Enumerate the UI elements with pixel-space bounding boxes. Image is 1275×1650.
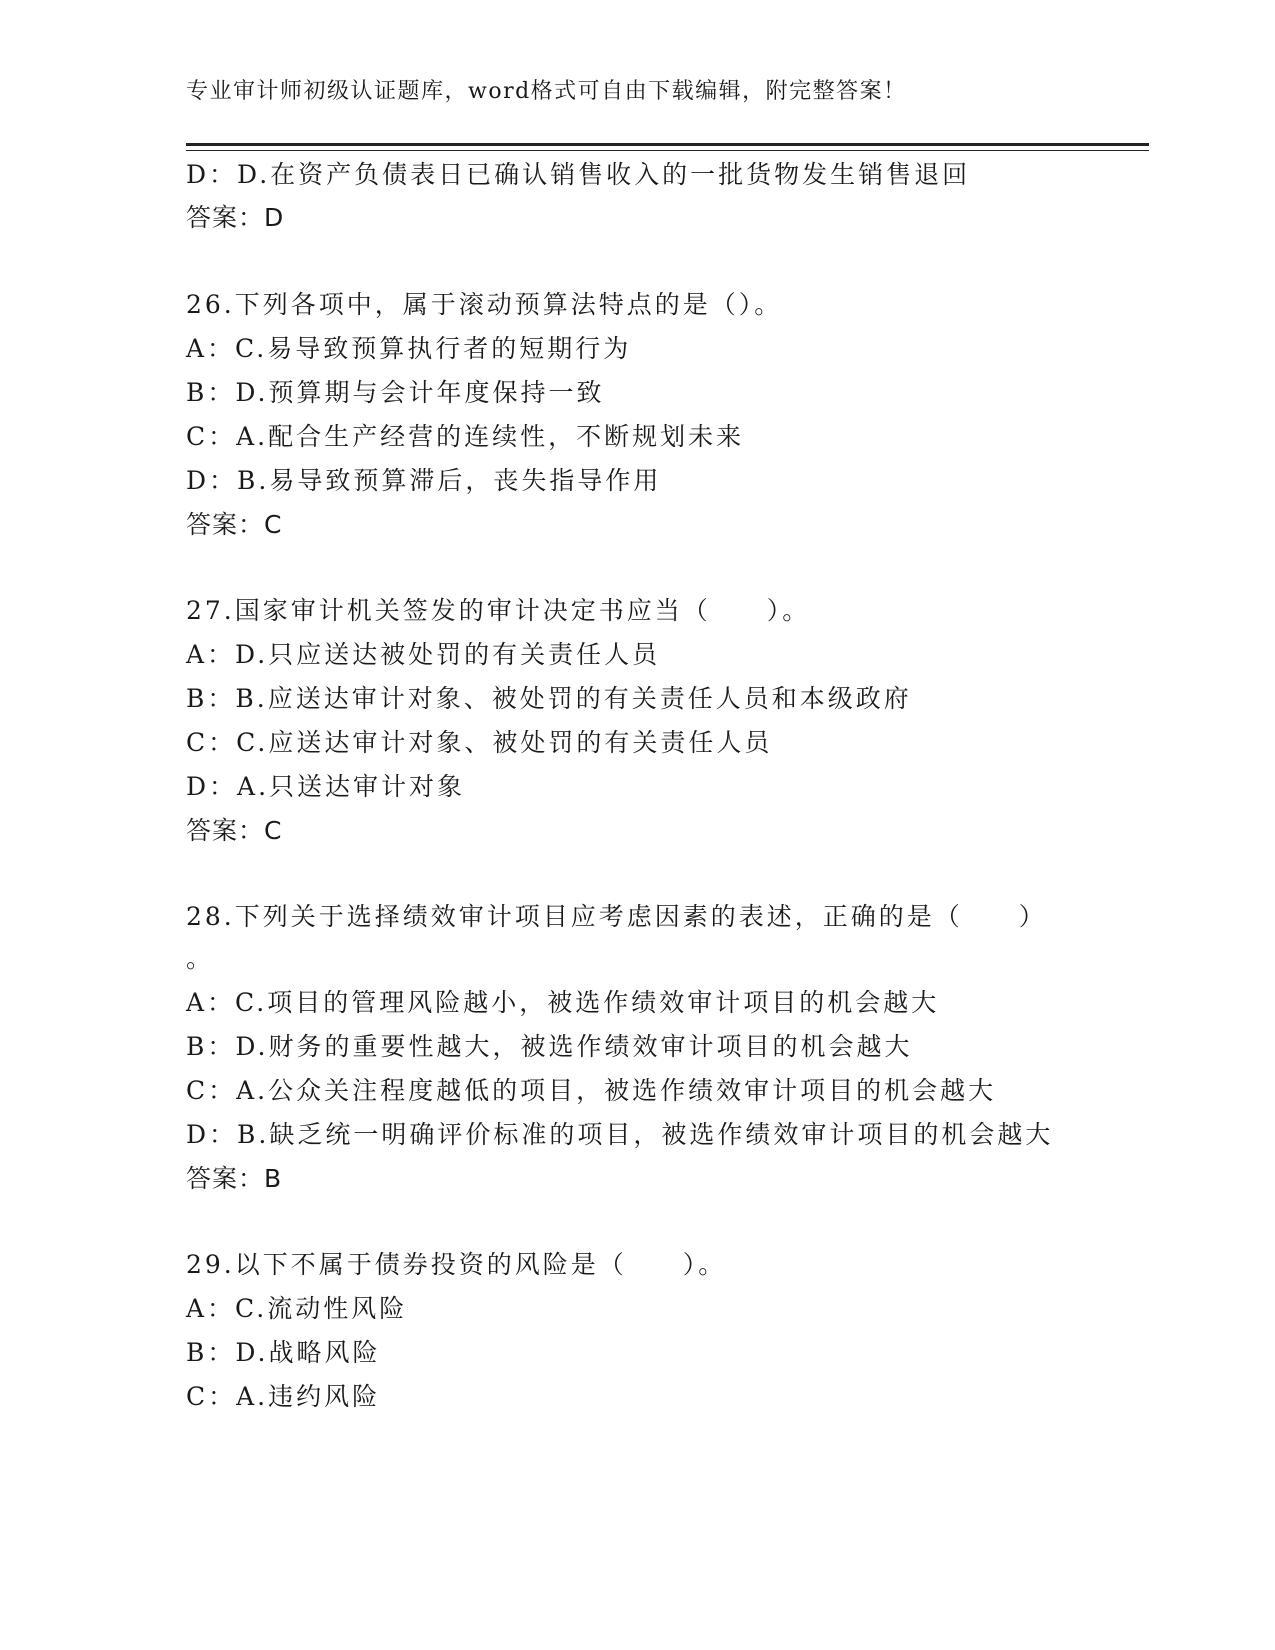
prev-option-d: D：D.在资产负债表日已确认销售收入的一批货物发生销售退回: [186, 160, 971, 189]
q26-option-d: D：B.易导致预算滞后，丧失指导作用: [186, 466, 662, 495]
q26-option-a: A：C.易导致预算执行者的短期行为: [186, 334, 632, 363]
q28-option-b: B：D.财务的重要性越大，被选作绩效审计项目的机会越大: [186, 1032, 913, 1061]
q28-option-d: D：B.缺乏统一明确评价标准的项目，被选作绩效审计项目的机会越大: [186, 1120, 1054, 1149]
q28-option-a: A：C.项目的管理风险越小，被选作绩效审计项目的机会越大: [186, 988, 940, 1017]
header-rule-thick: [186, 143, 1149, 146]
q29-stem: 29.以下不属于债券投资的风险是（ ）。: [186, 1250, 727, 1279]
q26-stem: 26.下列各项中，属于滚动预算法特点的是（）。: [186, 290, 783, 319]
q26-option-b: B：D.预算期与会计年度保持一致: [186, 378, 605, 407]
q27-option-c: C：C.应送达审计对象、被处罚的有关责任人员: [186, 728, 773, 757]
q28-answer: 答案：B: [186, 1164, 283, 1193]
q29-option-a: A：C.流动性风险: [186, 1294, 408, 1323]
page-header: 专业审计师初级认证题库，word格式可自由下载编辑，附完整答案！: [186, 79, 907, 104]
q28-option-c: C：A.公众关注程度越低的项目，被选作绩效审计项目的机会越大: [186, 1076, 997, 1105]
q27-stem: 27.国家审计机关签发的审计决定书应当（ ）。: [186, 596, 811, 625]
q27-option-a: A：D.只应送达被处罚的有关责任人员: [186, 640, 661, 669]
q26-answer: 答案：C: [186, 510, 283, 539]
q29-option-c: C：A.违约风险: [186, 1382, 381, 1411]
q27-option-b: B：B.应送达审计对象、被处罚的有关责任人员和本级政府: [186, 684, 912, 713]
prev-answer: 答案：D: [186, 203, 285, 232]
q27-option-d: D：A.只送达审计对象: [186, 772, 466, 801]
header-rule-thin: [186, 150, 1149, 151]
q28-stem: 28.下列关于选择绩效审计项目应考虑因素的表述，正确的是（ ）: [186, 902, 1047, 931]
q26-option-c: C：A.配合生产经营的连续性，不断规划未来: [186, 422, 745, 451]
q27-answer: 答案：C: [186, 816, 283, 845]
q28-stem-continuation: 。: [186, 944, 215, 973]
q29-option-b: B：D.战略风险: [186, 1338, 381, 1367]
